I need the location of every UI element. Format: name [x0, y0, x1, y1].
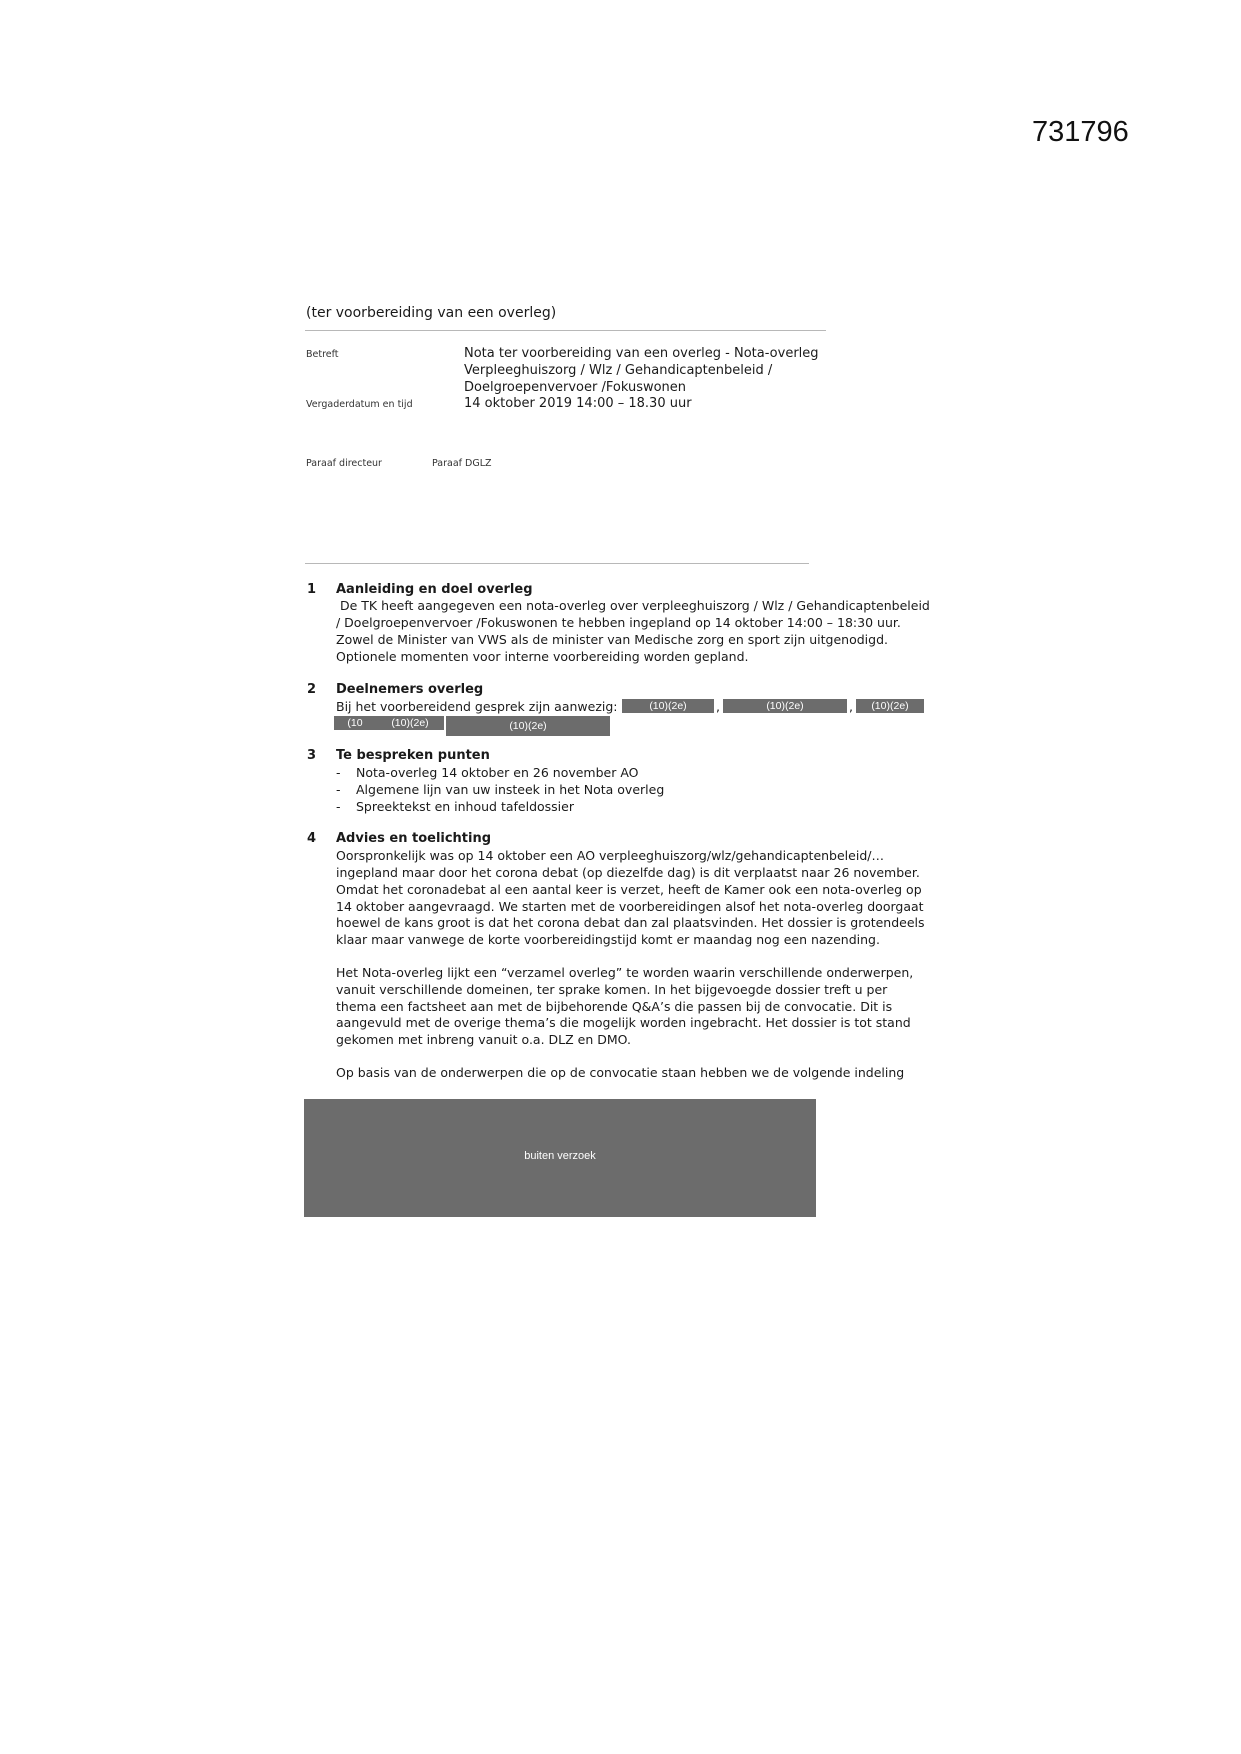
bullet-marker-2: -: [336, 782, 341, 797]
betreft-line-2: Verpleeghuiszorg / Wlz / Gehandicaptenbeleid /: [464, 363, 773, 378]
bullet-marker-1: -: [336, 765, 341, 780]
para2-line-3: thema een factsheet aan met de bijbehorende Q&A’s die passen bij de convocatie. Dit is: [336, 999, 893, 1014]
para1-line-1: Oorspronkelijk was op 14 oktober een AO verpleeghuiszorg/wlz/gehandicaptenbeleid/…: [336, 848, 884, 863]
para2-line-4: aangevuld met de overige thema’s die mogelijk worden ingebracht. Het dossier is tot stand: [336, 1015, 911, 1030]
section-1-number: 1: [307, 582, 317, 597]
section-3-title: Te bespreken punten: [336, 748, 490, 763]
bullet-item-2: Algemene lijn van uw insteek in het Nota overleg: [356, 782, 665, 797]
para2-line-5: gekomen met inbreng vanuit o.a. DLZ en DMO.: [336, 1032, 631, 1047]
para3: Op basis van de onderwerpen die op de convocatie staan hebben we de volgende indeling: [336, 1065, 905, 1080]
section-1-line-3: Zowel de Minister van VWS als de minister van Medische zorg en sport zijn uitgenodigd.: [336, 632, 888, 647]
section-1-line-1: De TK heeft aangegeven een nota-overleg over verpleeghuiszorg / Wlz / Gehandicaptenbeleid: [336, 598, 930, 613]
section-3-number: 3: [307, 748, 317, 763]
datum-label: Vergaderdatum en tijd: [306, 399, 413, 410]
betreft-line-3: Doelgroepenvervoer /Fokuswonen: [464, 380, 687, 395]
redaction-participant-2: (10)(2e): [723, 699, 847, 713]
datum-value: 14 oktober 2019 14:00 – 18.30 uur: [464, 396, 692, 411]
separator-1: ,: [716, 699, 720, 714]
para1-line-3: Omdat het coronadebat al een aantal keer is verzet, heeft de Kamer ook een nota-overleg op: [336, 882, 922, 897]
betreft-label: Betreft: [306, 349, 339, 360]
paraaf-directeur-label: Paraaf directeur: [306, 458, 382, 469]
section-1-line-4: Optionele momenten voor interne voorbereiding worden gepland.: [336, 649, 749, 664]
para2-line-2: vanuit verschillende domeinen, ter sprake komen. In het bijgevoegde dossier treft u per: [336, 982, 888, 997]
bullet-item-3: Spreektekst en inhoud tafeldossier: [356, 799, 574, 814]
paraaf-dglz-label: Paraaf DGLZ: [432, 458, 492, 469]
section-1-title: Aanleiding en doel overleg: [336, 582, 533, 597]
section-2-title: Deelnemers overleg: [336, 682, 484, 697]
section-2-number: 2: [307, 682, 317, 697]
betreft-line-1: Nota ter voorbereiding van een overleg - Nota-overleg: [464, 346, 819, 361]
para1-line-4: 14 oktober aangevraagd. We starten met de voorbereidingen alsof het nota-overleg doorgaat: [336, 899, 924, 914]
section-4-number: 4: [307, 831, 317, 846]
para2-line-1: Het Nota-overleg lijkt een “verzamel overleg” te worden waarin verschillende onderwerpen,: [336, 965, 914, 980]
separator-2: ,: [849, 699, 853, 714]
para1-line-5: hoewel de kans groot is dat het corona debat dan zal plaatsvinden. Het dossier is grotendeels: [336, 915, 925, 930]
para1-line-2: ingepland maar door het corona debat (op diezelfde dag) is dit verplaatst naar 26 november.: [336, 865, 920, 880]
redaction-block-label: buiten verzoek: [524, 1150, 596, 1162]
bullet-marker-3: -: [336, 799, 341, 814]
section-1-line-2: / Doelgroepenvervoer /Fokuswonen te hebben ingepland op 14 oktober 14:00 – 18:30 uur.: [336, 615, 901, 630]
section-2-intro: Bij het voorbereidend gesprek zijn aanwezig:: [336, 699, 618, 714]
document-subtitle: (ter voorbereiding van een overleg): [306, 305, 557, 321]
bullet-item-1: Nota-overleg 14 oktober en 26 november AO: [356, 765, 639, 780]
section-4-title: Advies en toelichting: [336, 831, 492, 846]
redaction-participant-3: (10)(2e): [856, 699, 924, 713]
para1-line-6: klaar maar vanwege de korte voorbereidingstijd komt er maandag nog een nazending.: [336, 932, 880, 947]
redaction-participant-5: (10)(2e): [376, 716, 444, 730]
document-number: 731796: [1032, 116, 1129, 148]
divider-top: [305, 330, 826, 331]
redaction-participant-1: (10)(2e): [622, 699, 714, 713]
redaction-block: [304, 1099, 816, 1217]
redaction-participant-6: (10)(2e): [446, 716, 610, 736]
divider-bottom: [305, 563, 809, 564]
redaction-participant-4: (10: [334, 716, 376, 730]
